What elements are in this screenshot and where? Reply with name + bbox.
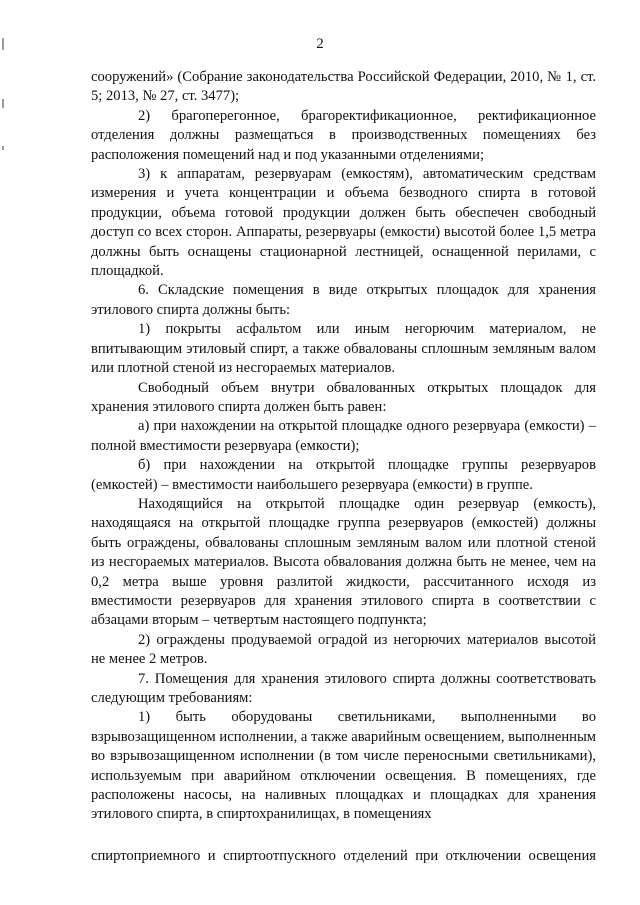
paragraph: Свободный объем внутри обвалованных открытых площадок для хранения этилового спирта должен быть равен: — [91, 379, 596, 415]
paragraph: б) при нахождении на открытой площадке группы резервуаров (емкостей) – вместимости наибольшего резервуара (емкости) в группе. — [91, 457, 596, 493]
continued-line: спиртоприемного и спиртоотпускного отделений при отключении освещения — [91, 848, 596, 864]
paragraph: 1) быть оборудованы светильниками, выполненными во взрывозащищенном исполнении, а также аварийным освещением, выполненным во взрывозащищенном исполнении (в том числе переносными светильниками), используемым при аварийном отключении освещения. В помещениях, где расположены насосы, на наливных площадках и площадках для хранения этилового спирта, в спиртохранилищах, в помещениях — [91, 709, 596, 823]
paragraph: Находящийся на открытой площадке один резервуар (емкость), находящаяся на открытой площадке группа резервуаров (емкостей) должны быть ограждены, обвалованы сплошным земляным валом или плотной стеной из несгораемых материалов. Высота обвалования должна быть не менее, чем на 0,2 метра выше уровня разлитой жидкости, рассчитанного исходя из вместимости резервуаров для хранения этилового спирта в соответствии с абзацами вторым – четвертым настоящего подпункта; — [91, 495, 596, 629]
paragraph: 6. Складские помещения в виде открытых площадок для хранения этилового спирта должны быть: — [91, 282, 596, 318]
paragraph: сооружений» (Собрание законодательства Российской Федерации, 2010, № 1, ст. 5; 2013, № 27, ст. 3477); — [91, 69, 596, 105]
paragraph: 2) брагоперегонное, брагоректификационное, ректификационное отделения должны размещаться в производственных помещениях без расположения помещений над и под указанными отделениями; — [91, 107, 596, 163]
scan-edge-mark — [2, 99, 4, 108]
page-number: 2 — [316, 36, 324, 52]
paragraph: 2) ограждены продуваемой оградой из негорючих материалов высотой не менее 2 метров. — [91, 631, 596, 668]
paragraph: 7. Помещения для хранения этилового спирта должны соответствовать следующим требованиям: — [91, 670, 596, 706]
paragraph: а) при нахождении на открытой площадке одного резервуара (емкости) – полной вместимости резервуара (емкости); — [91, 418, 596, 454]
paragraph: 1) покрыты асфальтом или иным негорючим материалом, не впитывающим этиловый спирт, а также обвалованы сплошным земляным валом или плотной стеной из несгораемых материалов. — [91, 321, 596, 377]
scan-edge-mark — [2, 146, 4, 150]
paragraph: 3) к аппаратам, резервуарам (емкостям), автоматическим средствам измерения и учета концентрации и объема безводного спирта в готовой продукции, объема готовой продукции должен быть обеспечен свободный доступ со всех сторон. Аппараты, резервуары (емкости) высотой более 1,5 метра должны быть оснащены стационарной лестницей, оснащенной перилами, с площадкой. — [91, 166, 596, 280]
document-body — [91, 68, 596, 825]
